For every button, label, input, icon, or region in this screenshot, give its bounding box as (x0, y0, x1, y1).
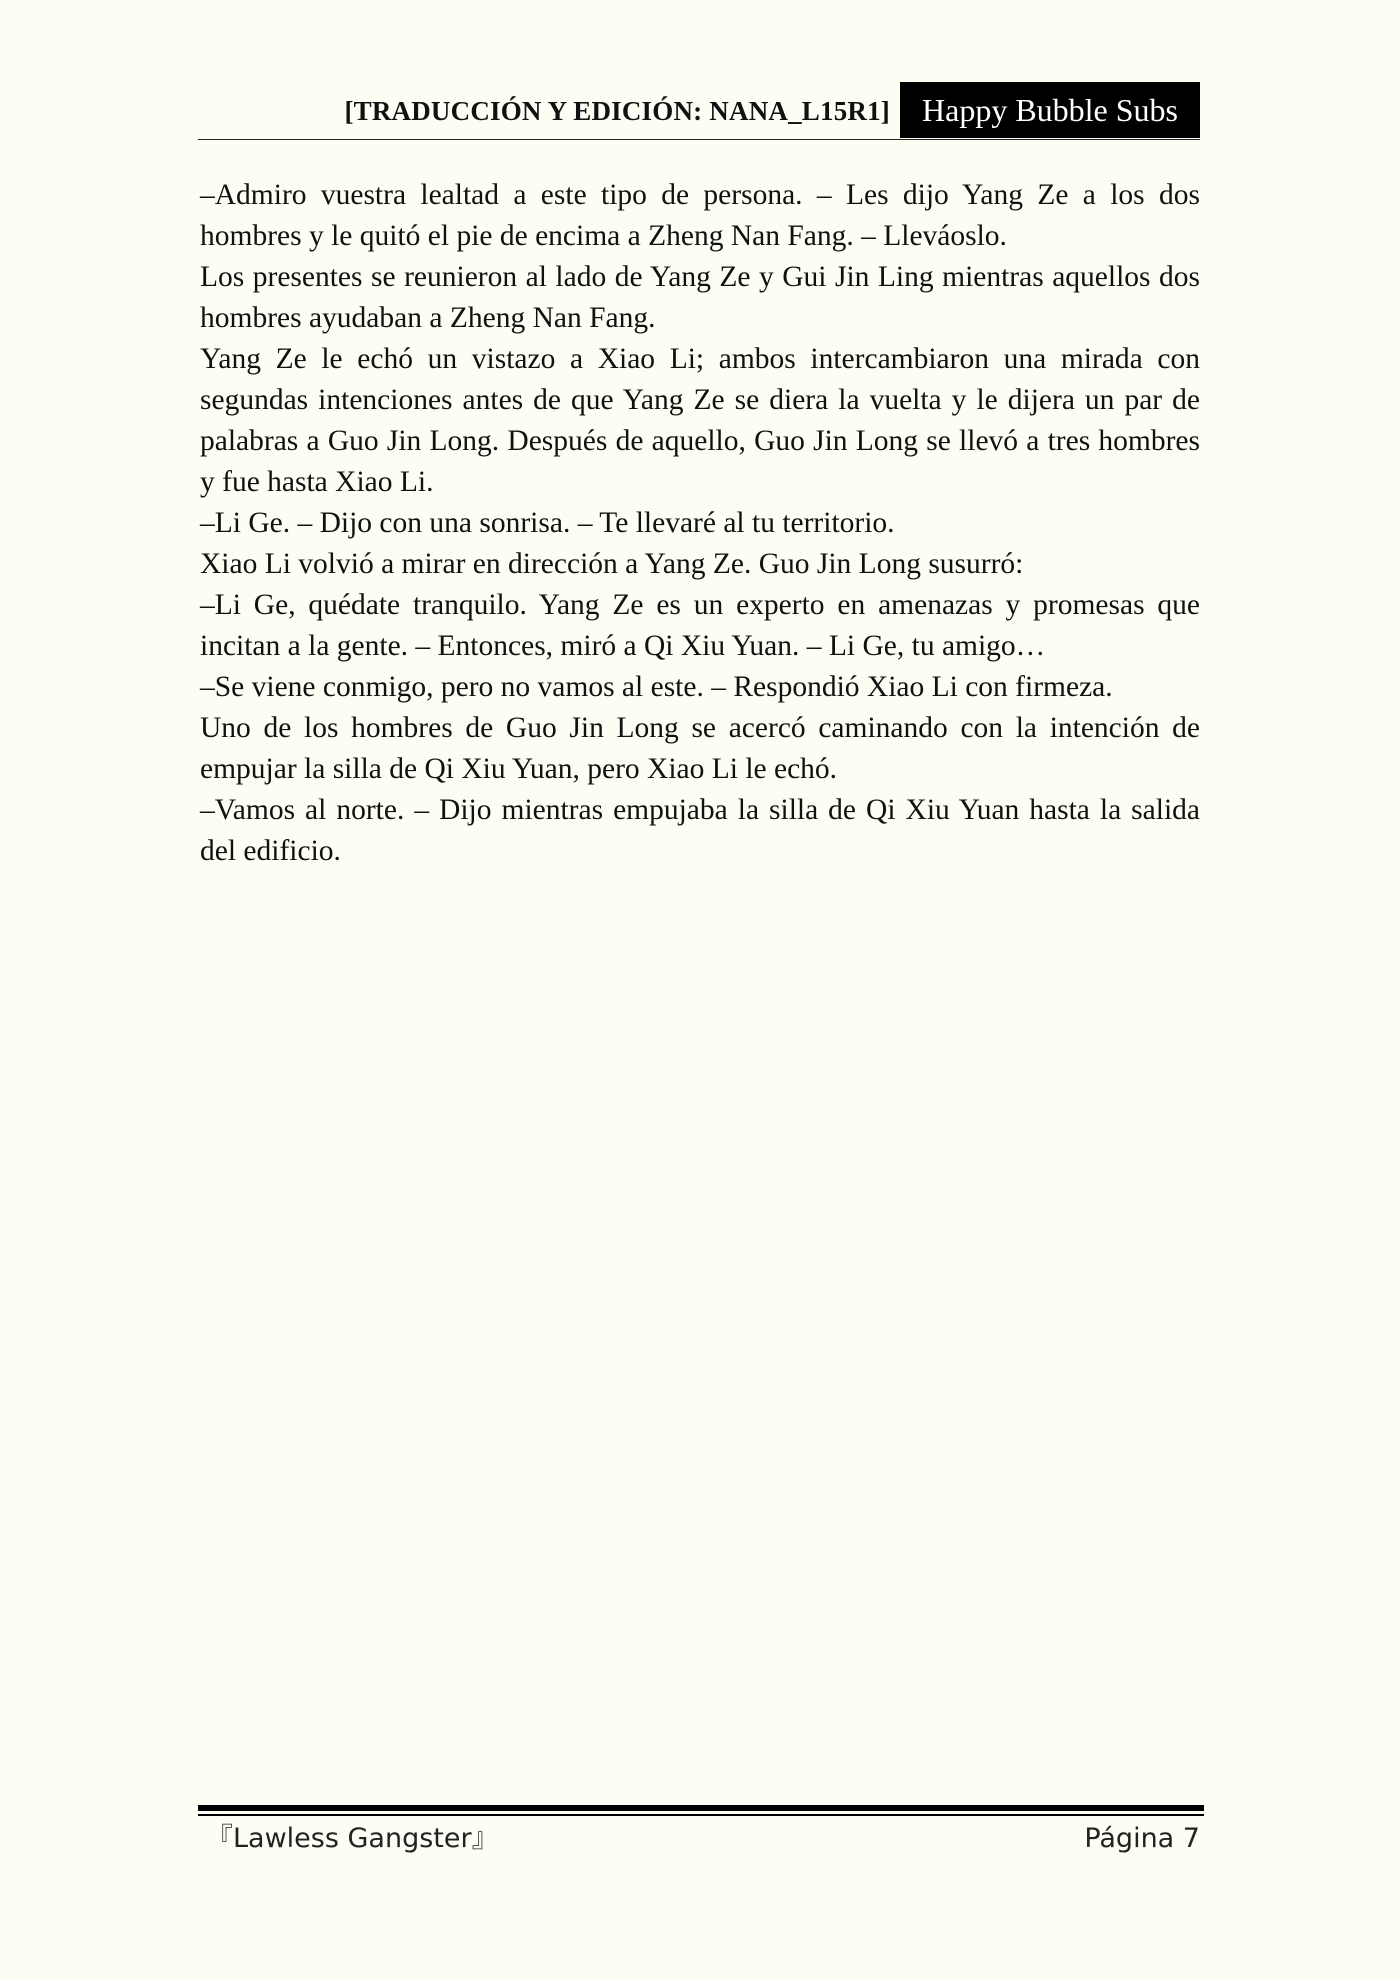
footer-rule-thick (198, 1805, 1204, 1811)
paragraph: Uno de los hombres de Guo Jin Long se acercó caminando con la intención de empujar la silla de Qi Xiu Yuan, pero Xiao Li le echó. (200, 712, 1200, 785)
translation-credit: [TRADUCCIÓN Y EDICIÓN: NANA_L15R1] (344, 96, 890, 126)
paragraph: –Li Ge. – Dijo con una sonrisa. – Te llevaré al tu territorio. (200, 507, 895, 539)
page-header (198, 82, 1200, 140)
footer-rule-thin (198, 1814, 1204, 1816)
body-text (200, 175, 1200, 872)
group-badge: Happy Bubble Subs (900, 82, 1200, 138)
paragraph: –Li Ge, quédate tranquilo. Yang Ze es un experto en amenazas y promesas que incitan a la gente. – Entonces, miró a Qi Xiu Yuan. – Li Ge, tu amigo… (200, 589, 1200, 662)
book-title: 『Lawless Gangster』 (206, 1823, 499, 1854)
paragraph: Xiao Li volvió a mirar en dirección a Yang Ze. Guo Jin Long susurró: (200, 548, 1024, 580)
paragraph: –Vamos al norte. – Dijo mientras empujaba la silla de Qi Xiu Yuan hasta la salida del edificio. (200, 794, 1200, 867)
paragraph: –Admiro vuestra lealtad a este tipo de persona. – Les dijo Yang Ze a los dos hombres y le quitó el pie de encima a Zheng Nan Fang. – Lleváoslo. (200, 179, 1200, 252)
paragraph: Los presentes se reunieron al lado de Yang Ze y Gui Jin Ling mientras aquellos dos hombres ayudaban a Zheng Nan Fang. (200, 261, 1200, 334)
page-number: Página 7 (1084, 1823, 1200, 1854)
paragraph: Yang Ze le echó un vistazo a Xiao Li; ambos intercambiaron una mirada con segundas intenciones antes de que Yang Ze se diera la vuelta y le dijera un par de palabras a Guo Jin Long. Después de aquello, Guo Jin Long se llevó a tres hombres y fue hasta Xiao Li. (200, 343, 1200, 498)
paragraph: –Se viene conmigo, pero no vamos al este. – Respondió Xiao Li con firmeza. (200, 671, 1113, 703)
